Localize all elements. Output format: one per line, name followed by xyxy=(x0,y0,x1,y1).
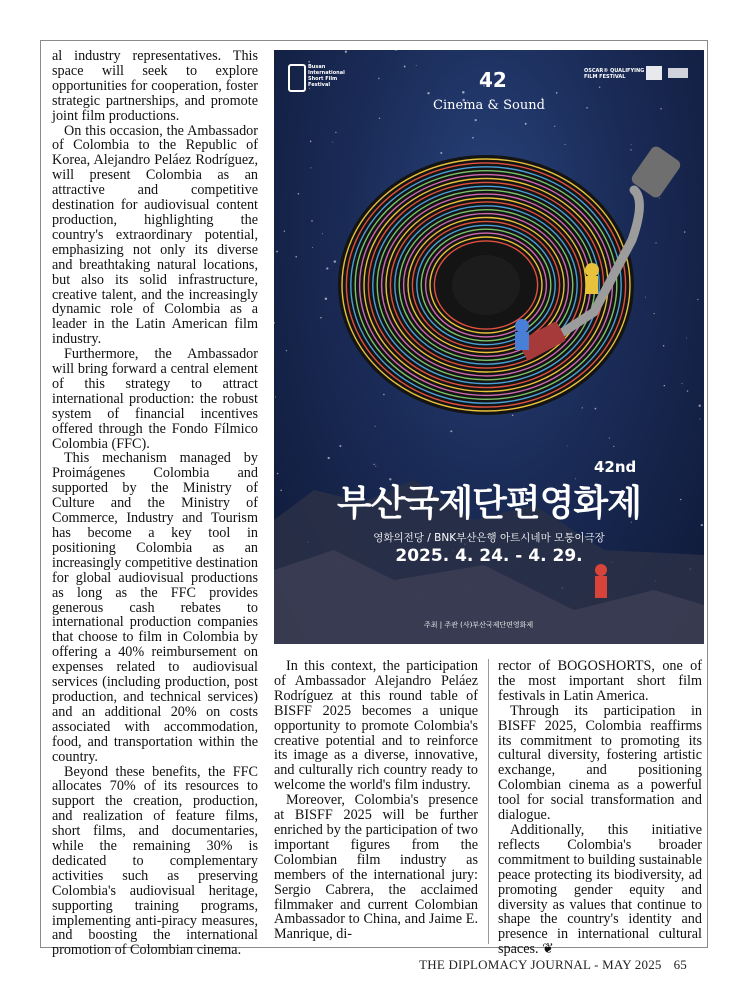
star xyxy=(556,92,558,94)
star xyxy=(475,119,477,121)
star xyxy=(631,144,632,145)
star xyxy=(565,144,566,145)
venues: 영화의전당 / BNK부산은행 아트시네마 모퉁이극장 xyxy=(373,532,605,544)
star xyxy=(404,66,406,68)
paragraph: rector of BOGOSHORTS, one of the most important short film festivals in Latin America. xyxy=(498,658,702,704)
star xyxy=(310,141,312,143)
star xyxy=(378,78,379,79)
publication-name: THE DIPLOMACY JOURNAL - MAY 2025 xyxy=(419,957,662,972)
oscar-badge: OSCAR® QUALIFYING FILM FESTIVAL xyxy=(584,68,645,80)
star xyxy=(276,251,278,253)
star xyxy=(375,466,376,467)
star xyxy=(373,464,374,465)
star xyxy=(567,446,568,447)
edition-label: 42nd xyxy=(594,458,637,476)
star xyxy=(298,193,300,195)
partner-logo-icon xyxy=(668,68,688,78)
star xyxy=(664,385,666,387)
article-column-middle xyxy=(274,659,478,942)
star xyxy=(645,297,646,298)
partner-logo-icon xyxy=(646,66,662,80)
star xyxy=(275,397,276,398)
article-column-left xyxy=(52,49,258,958)
star xyxy=(383,394,385,396)
korean-title: 부산국제단편영화제 xyxy=(337,483,641,524)
star xyxy=(416,65,417,66)
star xyxy=(655,242,656,243)
star xyxy=(334,260,336,262)
star xyxy=(684,231,686,233)
star xyxy=(311,220,313,222)
star xyxy=(681,383,682,384)
organizer-line: 주최 | 주관 (사)부산국제단편영화제 xyxy=(424,621,534,629)
figure-blue xyxy=(515,319,529,333)
star xyxy=(686,338,687,339)
edition-mark: 42 xyxy=(479,68,507,92)
star xyxy=(554,126,555,127)
star xyxy=(328,457,330,459)
figure-yellow xyxy=(585,263,599,277)
star xyxy=(595,408,597,410)
star xyxy=(339,445,341,447)
star xyxy=(699,405,701,407)
star xyxy=(613,446,614,447)
star xyxy=(375,426,376,427)
star xyxy=(512,415,513,417)
star xyxy=(525,123,527,125)
star xyxy=(286,350,287,351)
star xyxy=(308,61,310,63)
paragraph: Moreover, Colombia's presence at BISFF 2025 will be further enriched by the participation of two important figures from the Colombian film industry as members of the international jury: Sergio Cabrera, the acclaimed filmmaker and current Colombian Ambassador to China, and Jaime E. Manrique, di- xyxy=(274,792,478,943)
figure-blue-body xyxy=(515,332,529,350)
paragraph: On this occasion, the Ambassador of Colombia to the Republic of Korea, Alejandro Peláez Rodríguez, will present Colombia as an attractive and competitive destination for audiovisual content production, highlighting the country's extraordinary potential, emphasizing not only its diverse and breathtaking natural locations, but also its solid infrastructure, creative talent, and the increasingly dynamic role of Colombia as a leader in the Latin American film industry. xyxy=(52,122,258,348)
star xyxy=(335,132,336,133)
bisff-logo-icon xyxy=(288,64,306,92)
paragraph: Beyond these benefits, the FFC allocates 70% of its resources to support the creation, production, and realization of feature films, short films, and documentaries, while the remaining 30% is dedicated to complementary activities such as preserving Colombia's audiovisual heritage, supporting training programs, implementing anti-piracy measures, and boosting the international promotion of Colombian cinema. xyxy=(52,763,258,959)
star xyxy=(697,299,698,300)
star xyxy=(395,50,397,51)
page-footer xyxy=(419,957,687,973)
star xyxy=(659,198,660,199)
star xyxy=(325,298,328,301)
paragraph: This mechanism managed by Proimágenes Colombia and supported by the Ministry of Culture and the Ministry of Commerce, Industry and Tourism has become a key tool in positioning Colombia as an increasingly competitive destination for global audiovisual productions as long as the FFC provides generous cash rebates to international production companies that choose to film in Colombia by offering a 40% reimbursement on expenses related to audiovisual services (including production, post production, and technical services) and an additional 20% on costs associated with accommodation, food, and transportation within the country. xyxy=(52,450,258,765)
article-column-right xyxy=(498,659,702,957)
star xyxy=(310,167,311,168)
festival-dates: 2025. 4. 24. - 4. 29. xyxy=(395,546,583,566)
poster-theme: Cinema & Sound xyxy=(433,98,545,113)
star xyxy=(322,233,323,234)
column-divider xyxy=(488,659,489,944)
star xyxy=(699,418,700,419)
festival-poster xyxy=(274,50,704,644)
star xyxy=(450,430,452,432)
star xyxy=(326,267,328,269)
record-label xyxy=(452,255,520,315)
star xyxy=(312,247,313,248)
star xyxy=(320,317,322,319)
bisff-logo-text: Busan International Short Film Festival xyxy=(308,64,345,88)
page-number: 65 xyxy=(673,957,687,972)
star xyxy=(379,118,380,119)
paragraph: al industry representatives. This space will seek to explore opportunities for cooperation, foster strategic partnerships, and promote joint film productions. xyxy=(52,48,258,124)
paragraph: Through its participation in BISFF 2025, Colombia reaffirms its commitment to promoting its cultural diversity, fostering artistic exchange, and positioning Colombian cinema as a powerful tool for social transformation and dialogue. xyxy=(498,702,702,824)
star xyxy=(472,137,474,139)
star xyxy=(440,152,442,154)
figure-yellow-body xyxy=(586,276,598,294)
paragraph: Additionally, this initiative reflects Colombia's broader commitment to building sustainable peace protecting its biodiversity, ad promoting gender equity and diversity as values that continue to shape the country's identity and presence in international cultural spaces. ❦ xyxy=(498,821,702,958)
star xyxy=(609,438,610,439)
star xyxy=(582,407,583,408)
star xyxy=(427,92,429,94)
star xyxy=(332,142,333,143)
star xyxy=(345,51,347,53)
paragraph: In this context, the participation of Ambassador Alejandro Peláez Rodríguez at this round table of BISFF 2025 becomes a unique opportunity to promote Colombia's creative potential and to reinforce its image as a diverse, innovative, and culturally rich country ready to welcome the world's film industry. xyxy=(274,658,478,794)
star xyxy=(284,230,285,231)
star xyxy=(687,390,688,391)
star xyxy=(599,87,601,89)
star xyxy=(295,256,297,258)
star xyxy=(630,149,631,150)
star xyxy=(663,345,665,347)
star xyxy=(654,313,655,314)
paragraph: Furthermore, the Ambassador will bring forward a central element of this strategy to attract international production: the robust system of financial incentives offered through the Fondo Fílmico Colombia (FFC). xyxy=(52,346,258,452)
star xyxy=(462,91,465,94)
figure-red-body xyxy=(595,576,607,598)
star xyxy=(274,322,275,324)
